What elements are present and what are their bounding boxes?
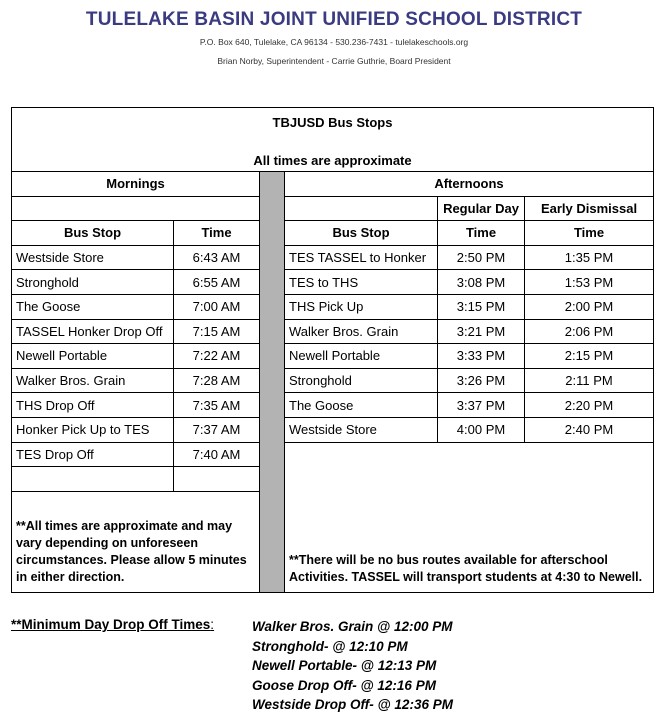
minimum-day-item: Westside Drop Off- @ 12:36 PM bbox=[252, 697, 453, 713]
morning-time: 7:28 AM bbox=[174, 368, 260, 393]
afternoon-early-time: 2:00 PM bbox=[525, 294, 654, 319]
afternoon-stop: TES TASSEL to Honker bbox=[285, 245, 438, 270]
morning-empty-stop bbox=[12, 467, 174, 492]
morning-stop: Honker Pick Up to TES bbox=[12, 417, 174, 442]
afternoon-stop: Westside Store bbox=[285, 417, 438, 442]
minimum-day-item: Goose Drop Off- @ 12:16 PM bbox=[252, 677, 436, 693]
morning-stop: Walker Bros. Grain bbox=[12, 368, 174, 393]
morning-bus-stop-header: Bus Stop bbox=[12, 221, 174, 246]
afternoon-stop: Stronghold bbox=[285, 368, 438, 393]
column-divider bbox=[260, 172, 285, 593]
mornings-spacer bbox=[12, 196, 260, 221]
afternoon-regular-time: 3:08 PM bbox=[438, 270, 525, 295]
morning-time: 7:35 AM bbox=[174, 393, 260, 418]
minimum-day-item: Newell Portable- @ 12:13 PM bbox=[252, 658, 437, 674]
morning-time: 7:22 AM bbox=[174, 344, 260, 369]
regular-day-header: Regular Day bbox=[438, 196, 525, 221]
minimum-day-item: Walker Bros. Grain @ 12:00 PM bbox=[252, 619, 453, 634]
afternoon-stop: Walker Bros. Grain bbox=[285, 319, 438, 344]
afternoon-early-time: 2:11 PM bbox=[525, 368, 654, 393]
afternoon-regular-time: 3:33 PM bbox=[438, 344, 525, 369]
morning-stop: Newell Portable bbox=[12, 344, 174, 369]
district-staff: Brian Norby, Superintendent - Carrie Guthrie, Board President bbox=[217, 56, 451, 66]
morning-time: 7:37 AM bbox=[174, 417, 260, 442]
morning-stop: TES Drop Off bbox=[12, 442, 174, 467]
morning-stop: Stronghold bbox=[12, 270, 174, 295]
afternoon-regular-time: 3:37 PM bbox=[438, 393, 525, 418]
morning-time: 6:43 AM bbox=[174, 245, 260, 270]
morning-note: **All times are approximate and may vary depending on unforeseen circumstances. Please allow 5 minutes in either direction. bbox=[12, 491, 260, 592]
afternoon-stop: TES to THS bbox=[285, 270, 438, 295]
table-title: TBJUSD Bus Stops bbox=[12, 108, 654, 137]
afternoon-stop: THS Pick Up bbox=[285, 294, 438, 319]
minimum-day-item: Stronghold- @ 12:10 PM bbox=[252, 638, 408, 654]
minimum-day-list bbox=[252, 617, 453, 715]
morning-empty-time bbox=[174, 467, 260, 492]
afternoon-early-time: 2:15 PM bbox=[525, 344, 654, 369]
afternoon-blank-cell bbox=[285, 196, 438, 221]
morning-time: 6:55 AM bbox=[174, 270, 260, 295]
early-time-header: Time bbox=[525, 221, 654, 246]
table-subtitle: All times are approximate bbox=[12, 136, 654, 172]
early-dismissal-header: Early Dismissal bbox=[525, 196, 654, 221]
bus-stops-table bbox=[11, 107, 654, 593]
afternoon-bus-stop-header: Bus Stop bbox=[285, 221, 438, 246]
afternoon-early-time: 2:40 PM bbox=[525, 417, 654, 442]
afternoon-note: **There will be no bus routes available for afterschool Activities. TASSEL will transport students at 4:30 to Newell. bbox=[285, 442, 654, 592]
morning-stop: Westside Store bbox=[12, 245, 174, 270]
morning-time: 7:40 AM bbox=[174, 442, 260, 467]
afternoon-early-time: 2:20 PM bbox=[525, 393, 654, 418]
morning-time: 7:00 AM bbox=[174, 294, 260, 319]
morning-time-header: Time bbox=[174, 221, 260, 246]
afternoon-regular-time: 4:00 PM bbox=[438, 417, 525, 442]
morning-stop: THS Drop Off bbox=[12, 393, 174, 418]
afternoon-regular-time: 3:21 PM bbox=[438, 319, 525, 344]
morning-time: 7:15 AM bbox=[174, 319, 260, 344]
afternoon-regular-time: 2:50 PM bbox=[438, 245, 525, 270]
afternoon-regular-time: 3:15 PM bbox=[438, 294, 525, 319]
afternoon-early-time: 1:53 PM bbox=[525, 270, 654, 295]
afternoon-stop: Newell Portable bbox=[285, 344, 438, 369]
afternoon-early-time: 2:06 PM bbox=[525, 319, 654, 344]
afternoon-time-header: Time bbox=[438, 221, 525, 246]
morning-stop: The Goose bbox=[12, 294, 174, 319]
district-title: TULELAKE BASIN JOINT UNIFIED SCHOOL DISTRICT bbox=[85, 9, 583, 30]
afternoons-header: Afternoons bbox=[285, 172, 654, 197]
morning-stop: TASSEL Honker Drop Off bbox=[12, 319, 174, 344]
district-address: P.O. Box 640, Tulelake, CA 96134 - 530.236-7431 - tulelakeschools.org bbox=[199, 37, 469, 47]
afternoon-regular-time: 3:26 PM bbox=[438, 368, 525, 393]
afternoon-stop: The Goose bbox=[285, 393, 438, 418]
mornings-header: Mornings bbox=[12, 172, 260, 197]
afternoon-early-time: 1:35 PM bbox=[525, 245, 654, 270]
minimum-day-label: **Minimum Day Drop Off Times: bbox=[11, 617, 215, 632]
